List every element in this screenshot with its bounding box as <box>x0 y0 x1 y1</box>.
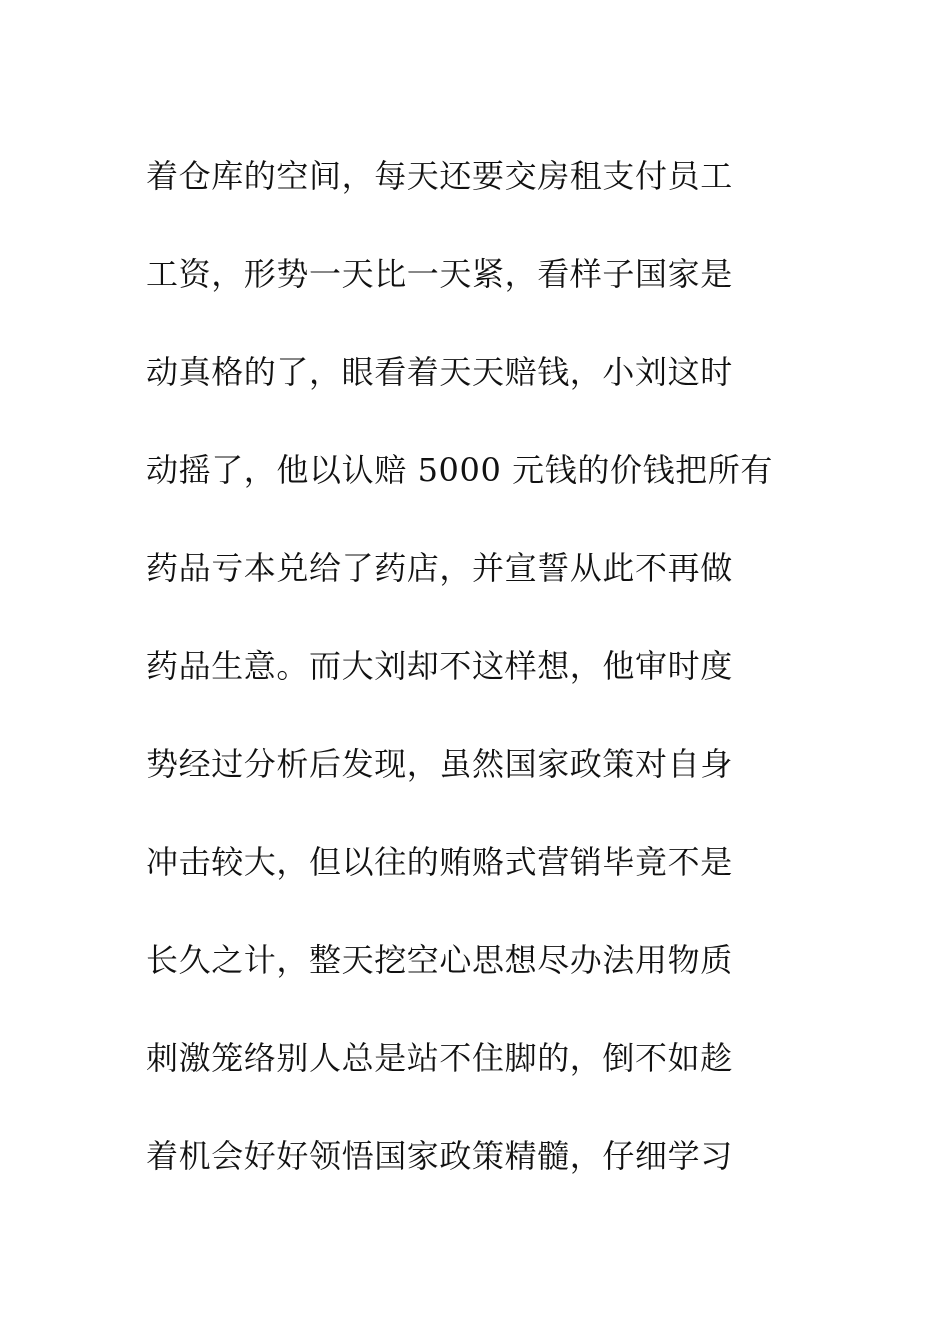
text-line-6: 药品生意。而大刘却不这样想，他审时度 <box>146 647 733 685</box>
text-line-4: 动摇了，他以认赔 5000 元钱的价钱把所有 <box>146 451 773 489</box>
text-line-10: 刺激笼络别人总是站不住脚的，倒不如趁 <box>146 1039 733 1077</box>
text-line-3: 动真格的了，眼看着天天赔钱，小刘这时 <box>146 353 733 391</box>
text-line-11: 着机会好好领悟国家政策精髓，仔细学习 <box>146 1137 733 1175</box>
text-line-8: 冲击较大，但以往的贿赂式营销毕竟不是 <box>146 843 733 881</box>
text-line-7: 势经过分析后发现，虽然国家政策对自身 <box>146 745 733 783</box>
text-line-1: 着仓库的空间，每天还要交房租支付员工 <box>146 157 733 195</box>
text-line-5: 药品亏本兑给了药店，并宣誓从此不再做 <box>146 549 733 587</box>
text-line-9: 长久之计，整天挖空心思想尽办法用物质 <box>146 941 733 979</box>
text-line-2: 工资，形势一天比一天紧，看样子国家是 <box>146 255 733 293</box>
body-text <box>146 127 814 1205</box>
